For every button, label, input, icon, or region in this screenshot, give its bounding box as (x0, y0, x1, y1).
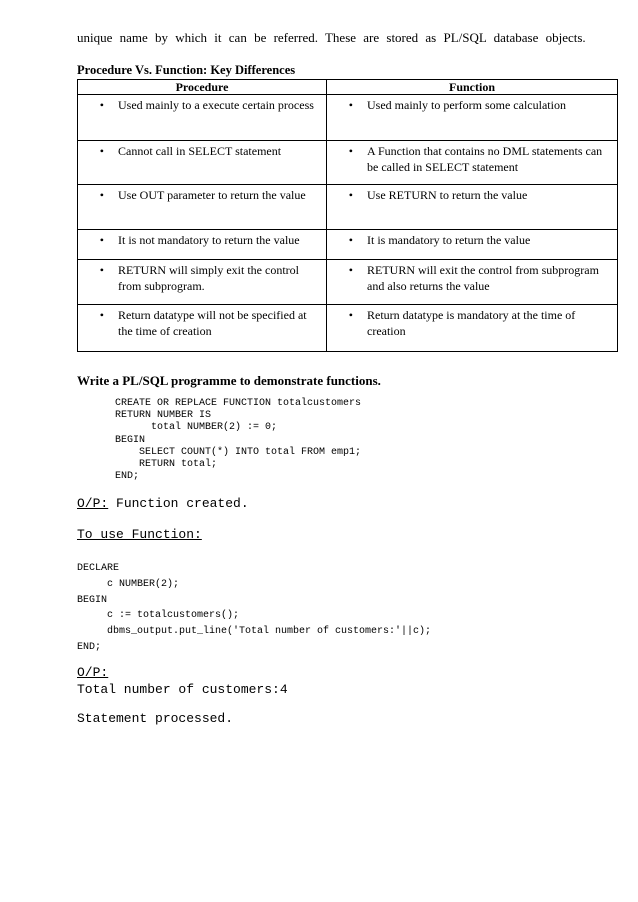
procedure-cell: • Cannot call in SELECT statement (78, 141, 327, 185)
function-cell: • It is mandatory to return the value (327, 230, 618, 260)
bullet-icon: • (99, 98, 104, 112)
output-label-2: O/P: (77, 665, 109, 680)
bullet-icon: • (348, 144, 353, 158)
function-cell: • A Function that contains no DML statements can be called in SELECT statement (327, 141, 618, 185)
function-cell: • Used mainly to perform some calculation (327, 95, 618, 141)
header-procedure: Procedure (78, 80, 327, 95)
section-heading: Procedure Vs. Function: Key Differences (77, 63, 296, 77)
procedure-cell: • RETURN will simply exit the control from subprogram. (78, 260, 327, 305)
procedure-cell: • Used mainly to a execute certain process (78, 95, 327, 141)
bullet-icon: • (99, 188, 104, 202)
bullet-icon: • (99, 144, 104, 158)
function-code-block: CREATE OR REPLACE FUNCTION totalcustomers RETURN NUMBER IS total NUMBER(2) := 0; BEGIN SELECT COUNT(*) INTO total FROM emp1; RETURN total; END; (115, 398, 362, 483)
table-row (78, 185, 618, 230)
procedure-cell: • It is not mandatory to return the value (78, 230, 327, 260)
function-cell: • Use RETURN to return the value (327, 185, 618, 230)
bullet-icon: • (99, 233, 104, 247)
output-label: O/P: (77, 496, 109, 511)
function-cell: • RETURN will exit the control from subprogram and also returns the value (327, 260, 618, 305)
table-row (78, 230, 618, 260)
table-row (78, 141, 618, 185)
header-function: Function (327, 80, 618, 95)
bullet-icon: • (99, 308, 104, 322)
output-total-customers: Total number of customers:4 (77, 682, 288, 697)
statement-processed: Statement processed. (77, 711, 234, 726)
intro-paragraph: unique name by which it can be referred. These are stored as PL/SQL database objects. (77, 30, 586, 45)
function-cell: • Return datatype is mandatory at the time of creation (327, 305, 618, 352)
table-row (78, 260, 618, 305)
bullet-icon: • (348, 188, 353, 202)
bullet-icon: • (348, 98, 353, 112)
bullet-icon: • (348, 263, 353, 277)
usage-code-block: DECLARE c NUMBER(2); BEGIN c := totalcustomers(); dbms_output.put_line('Total number of customers:'||c); END; (77, 563, 432, 653)
output-value: Function created. (108, 496, 249, 511)
table-header-row (78, 80, 618, 95)
table-row (78, 95, 618, 141)
procedure-cell: • Return datatype will not be specified at the time of creation (78, 305, 327, 352)
procedure-cell: • Use OUT parameter to return the value (78, 185, 327, 230)
comparison-table (77, 79, 618, 352)
use-function-heading: To use Function: (77, 527, 202, 542)
bullet-icon: • (99, 263, 104, 277)
program-heading: Write a PL/SQL programme to demonstrate functions. (77, 373, 381, 388)
bullet-icon: • (348, 233, 353, 247)
table-row (78, 305, 618, 352)
output-function-created (77, 496, 249, 511)
bullet-icon: • (348, 308, 353, 322)
